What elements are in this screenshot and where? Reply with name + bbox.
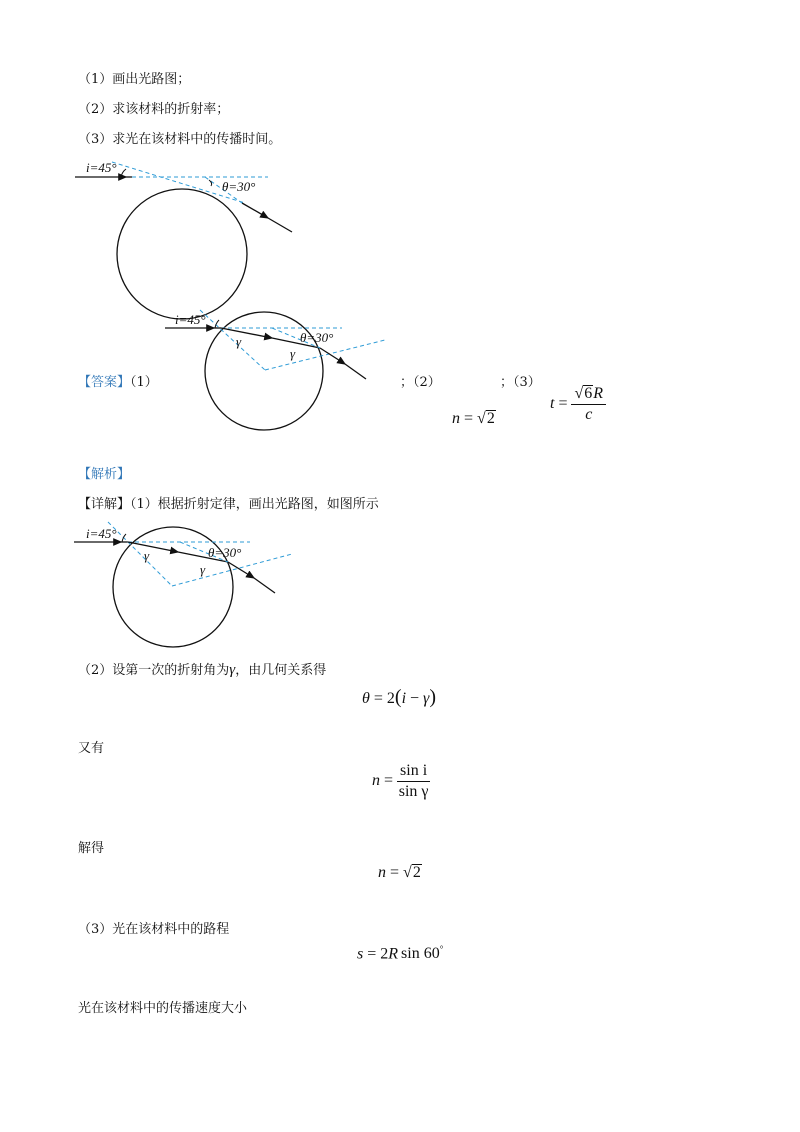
question-3: （3）求光在该材料中的传播时间。 [78,132,282,147]
figure-detail-light-path [0,510,800,650]
circle-medium [117,189,247,319]
solve-text: 解得 [78,841,105,856]
analysis-tag: 【解析】 [78,467,131,482]
detail-gamma-2: γ [200,562,206,577]
detail-line: 【详解】（1）根据折射定律，画出光路图，如图所示 [78,497,379,512]
answer-sep2: ；（2） [400,375,441,390]
answer-n-equation: n = √ 2 [452,410,495,428]
detail-incident-angle: i=45° [86,526,117,541]
speed-text: 光在该材料中的传播速度大小 [78,1001,248,1016]
q2-line: （2）设第一次的折射角为γ，由几何关系得 [78,662,327,678]
detail-tag: 【详解】 [78,497,131,512]
answer-label: 【答案】 [78,375,131,390]
emergent-ray [242,203,268,218]
answer-t-equation: t = √ 6 R c [550,385,606,424]
eq-theta: θ = 2(i − γ) [362,686,437,708]
also-text: 又有 [78,741,105,756]
answer-incident-angle: i=45° [175,312,206,327]
answer-sep3: ；（3） [500,375,541,390]
answer-gamma-1: γ [236,334,242,349]
eq-n-result: n = √ 2 [378,864,421,882]
incident-angle-label: i=45° [86,160,117,175]
q3-text: （3）光在该材料中的路程 [78,922,230,937]
answer-part1: （1） [130,375,158,390]
eq-n-ratio: n = $\frac{\text{sin i}}{\text{sin γ}}$ [372,762,429,800]
eq-s: s = 2R sin 60° [357,944,444,963]
question-1: （1）画出光路图； [78,72,191,87]
answer-theta-label: θ=30° [300,330,334,345]
detail-theta-label: θ=30° [208,545,242,560]
detail-gamma-1: γ [144,548,150,563]
theta-label: θ=30° [222,179,256,194]
answer-gamma-2: γ [290,346,296,361]
question-2: （2）求该材料的折射率； [78,102,230,117]
